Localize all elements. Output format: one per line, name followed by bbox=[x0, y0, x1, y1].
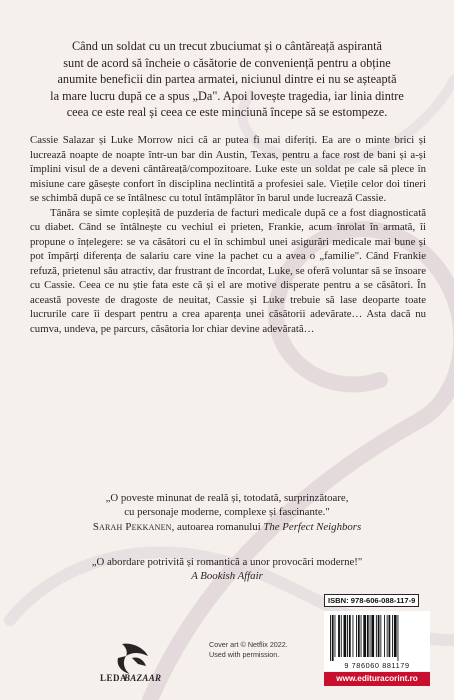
back-cover-blurb bbox=[30, 38, 424, 121]
cover-art-credit bbox=[209, 640, 299, 659]
barcode-bar bbox=[363, 615, 366, 657]
barcode-bar bbox=[394, 615, 397, 657]
barcode-bar bbox=[389, 615, 391, 657]
book-title: The Perfect Neighbors bbox=[263, 520, 362, 533]
quote-line: cu personaje moderne, complexe și fascinante." bbox=[124, 506, 330, 519]
barcode-bar bbox=[344, 615, 347, 657]
credit-line: Used with permission. bbox=[209, 649, 280, 659]
barcode-bar bbox=[330, 615, 331, 661]
barcode-bar bbox=[392, 615, 393, 657]
blurb-line: la mare lucru după ce a spus „Da". Apoi lovește tragedia, iar linia dintre bbox=[50, 88, 404, 103]
barcode-bar bbox=[376, 615, 377, 657]
barcode-bar bbox=[347, 615, 348, 657]
barcode-bar bbox=[332, 615, 334, 661]
barcode-bar bbox=[387, 615, 388, 657]
blurb-line: sunt de acord să încheie o căsătorie de conveniență pentru a obține bbox=[63, 55, 391, 70]
blurb-line: ceea ce este real și ceea ce este minciună începe să se estompeze. bbox=[66, 105, 388, 120]
barcode-bar bbox=[358, 615, 360, 657]
logo-word-leda: LEDA bbox=[100, 673, 128, 683]
barcode-bar bbox=[398, 615, 399, 661]
synopsis-paragraph: Cassie Salazar și Luke Morrow nici că ar putea fi mai diferiți. Ea are o minte brici și lucrează noapte de noapte într-un bar din Austin, Texas, pentru a face rost de bani și a-și împlini visul de a deveni cântăreață/compozitoare. Luke este un soldat pe cale să plece în misiune care găsește confort în disciplina neclintită a profesiei sale. Viețile celor doi tineri se schimbă după ce se întâlnesc cu totul întâmplător în barul unde lucrează Cassie. bbox=[30, 134, 426, 204]
isbn-block bbox=[324, 590, 430, 671]
blurb-line: Când un soldat cu un trecut zbuciumat și o cântăreață aspirantă bbox=[71, 39, 383, 53]
quote-source: A Bookish Affair bbox=[191, 570, 263, 583]
synopsis bbox=[30, 133, 426, 336]
publisher-website[interactable]: www.edituracorint.ro bbox=[324, 672, 430, 686]
quote-attribution bbox=[40, 520, 414, 534]
credit-line: Cover art © Netflix 2022. bbox=[209, 640, 288, 649]
barcode-bar bbox=[378, 615, 380, 657]
review-quote-2 bbox=[40, 555, 414, 584]
barcode-bar bbox=[341, 615, 342, 657]
review-quote-1 bbox=[40, 491, 414, 534]
barcode-bar bbox=[367, 615, 369, 657]
blurb-line: anumite beneficii din partea armatei, niciunul dintre ei nu se așteaptă bbox=[57, 72, 397, 87]
quote-author: Sarah Pekkanen bbox=[92, 520, 172, 533]
barcode-bar bbox=[380, 615, 381, 657]
barcode-bar bbox=[353, 615, 354, 657]
barcode bbox=[324, 611, 430, 671]
barcode-bar bbox=[370, 615, 371, 657]
barcode-bar bbox=[361, 615, 362, 657]
barcode-digits: 9 786060 881179 bbox=[344, 661, 410, 670]
barcode-bar bbox=[371, 615, 374, 657]
barcode-bar bbox=[349, 615, 351, 657]
barcode-bar bbox=[384, 615, 385, 657]
attribution-text: , autoarea romanului bbox=[171, 520, 264, 533]
logo-word-bazaar: BAZAAR bbox=[124, 673, 162, 683]
quote-line: „O abordare potrivită și romantică a unor provocări moderne!" bbox=[91, 556, 363, 568]
synopsis-paragraph: Tânăra se simte copleșită de puzderia de facturi medicale după ce a fost diagnosticată cu diabet. Când se întâlnește cu vechiul ei prieten, Frankie, acum înrolat în armată, îi propune o înțelegere: se va căsători cu el în schimbul unei asigurări medicale mai bune și pot împărți diferența de salariu care vine la pachet cu a avea o „familie". Când Frankie refuză, prietenul său atractiv, dar frustrant de încordat, Luke, se oferă voluntar să se însoare cu Cassie. Ceea ce nu știe fata este că și el are motive disperate pentru a se căsători. În această poveste de dragoste de neuitat, Cassie și Luke trebuie să lase deoparte toate lucrurile care îi despart pentru a crea aparența unei căsătorii adevărate… Asta dacă nu cumva, undeva, pe parcurs, căsătoria lor chiar devine adevărată… bbox=[30, 206, 426, 335]
quote-line: „O poveste minunat de reală și, totodată, surprinzătoare, bbox=[105, 492, 349, 504]
leda-bazaar-logo bbox=[92, 640, 162, 685]
isbn-label: ISBN: 978-606-088-117-9 bbox=[324, 594, 419, 607]
barcode-bar bbox=[356, 615, 357, 657]
barcode-bar bbox=[338, 615, 340, 657]
barcode-bar bbox=[335, 615, 336, 657]
